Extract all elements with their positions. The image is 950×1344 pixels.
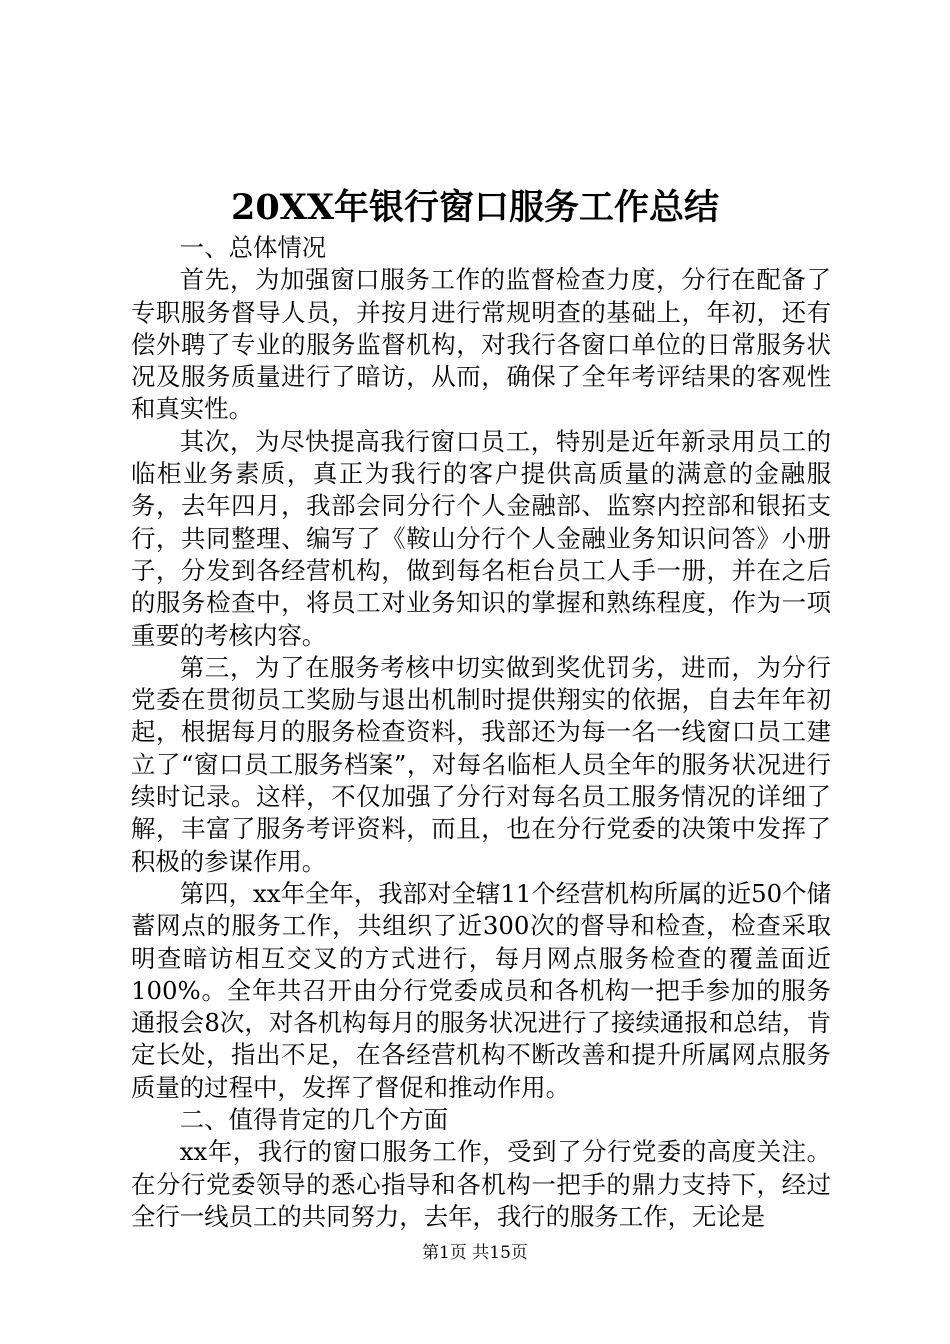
paragraph-first: 首先，为加强窗口服务工作的监督检查力度，分行在配备了专职服务督导人员，并按月进行常规明查的基础上，年初，还有偿外聘了专业的服务监督机构，对我行各窗口单位的日常服务状况及服务质量进行了暗访，从而，确保了全年考评结果的客观性和真实性。	[131, 265, 831, 424]
paragraph-highlights-intro: xx年，我行的窗口服务工作，受到了分行党委的高度关注。在分行党委领导的悉心指导和各机构一把手的鼎力支持下，经过全行一线员工的共同努力，去年，我行的服务工作，无论是	[131, 1137, 831, 1231]
document-title: 20XX年银行窗口服务工作总结	[230, 187, 720, 228]
section-heading-highlights: 二、值得肯定的几个方面	[179, 1105, 449, 1135]
paragraph-third: 第三，为了在服务考核中切实做到奖优罚劣，进而，为分行党委在贯彻员工奖励与退出机制时提供翔实的依据，自去年年初起，根据每月的服务检查资料，我部还为每一名一线窗口员工建立了“窗口员工服务档案”，对每名临柜人员全年的服务状况进行续时记录。这样，不仅加强了分行对每名员工服务情况的详细了解，丰富了服务考评资料，而且，也在分行党委的决策中发挥了积极的参谋作用。	[131, 652, 831, 876]
section-heading-overview: 一、总体情况	[179, 233, 327, 262]
paragraph-fourth: 第四，xx年全年，我部对全辖11个经营机构所属的近50个储蓄网点的服务工作，共组织了近300次的督导和检查，检查采取明查暗访相互交叉的方式进行，每月网点服务检查的覆盖面近100%。全年共召开由分行党委成员和各机构一把手参加的服务通报会8次，对各机构每月的服务状况进行了接续通报和总结，肯定长处，指出不足，在各经营机构不断改善和提升所属网点服务质量的过程中，发挥了督促和推动作用。	[131, 878, 831, 1102]
document-body	[131, 232, 831, 1233]
page-number-footer: 第1页 共15页	[422, 1243, 528, 1263]
paragraph-second: 其次，为尽快提高我行窗口员工，特别是近年新录用员工的临柜业务素质，真正为我行的客户提供高质量的满意的金融服务，去年四月，我部会同分行个人金融部、监察内控部和银拓支行，共同整理、编写了《鞍山分行个人金融业务知识问答》小册子，分发到各经营机构，做到每名柜台员工人手一册，并在之后的服务检查中，将员工对业务知识的掌握和熟练程度，作为一项重要的考核内容。	[131, 426, 831, 650]
